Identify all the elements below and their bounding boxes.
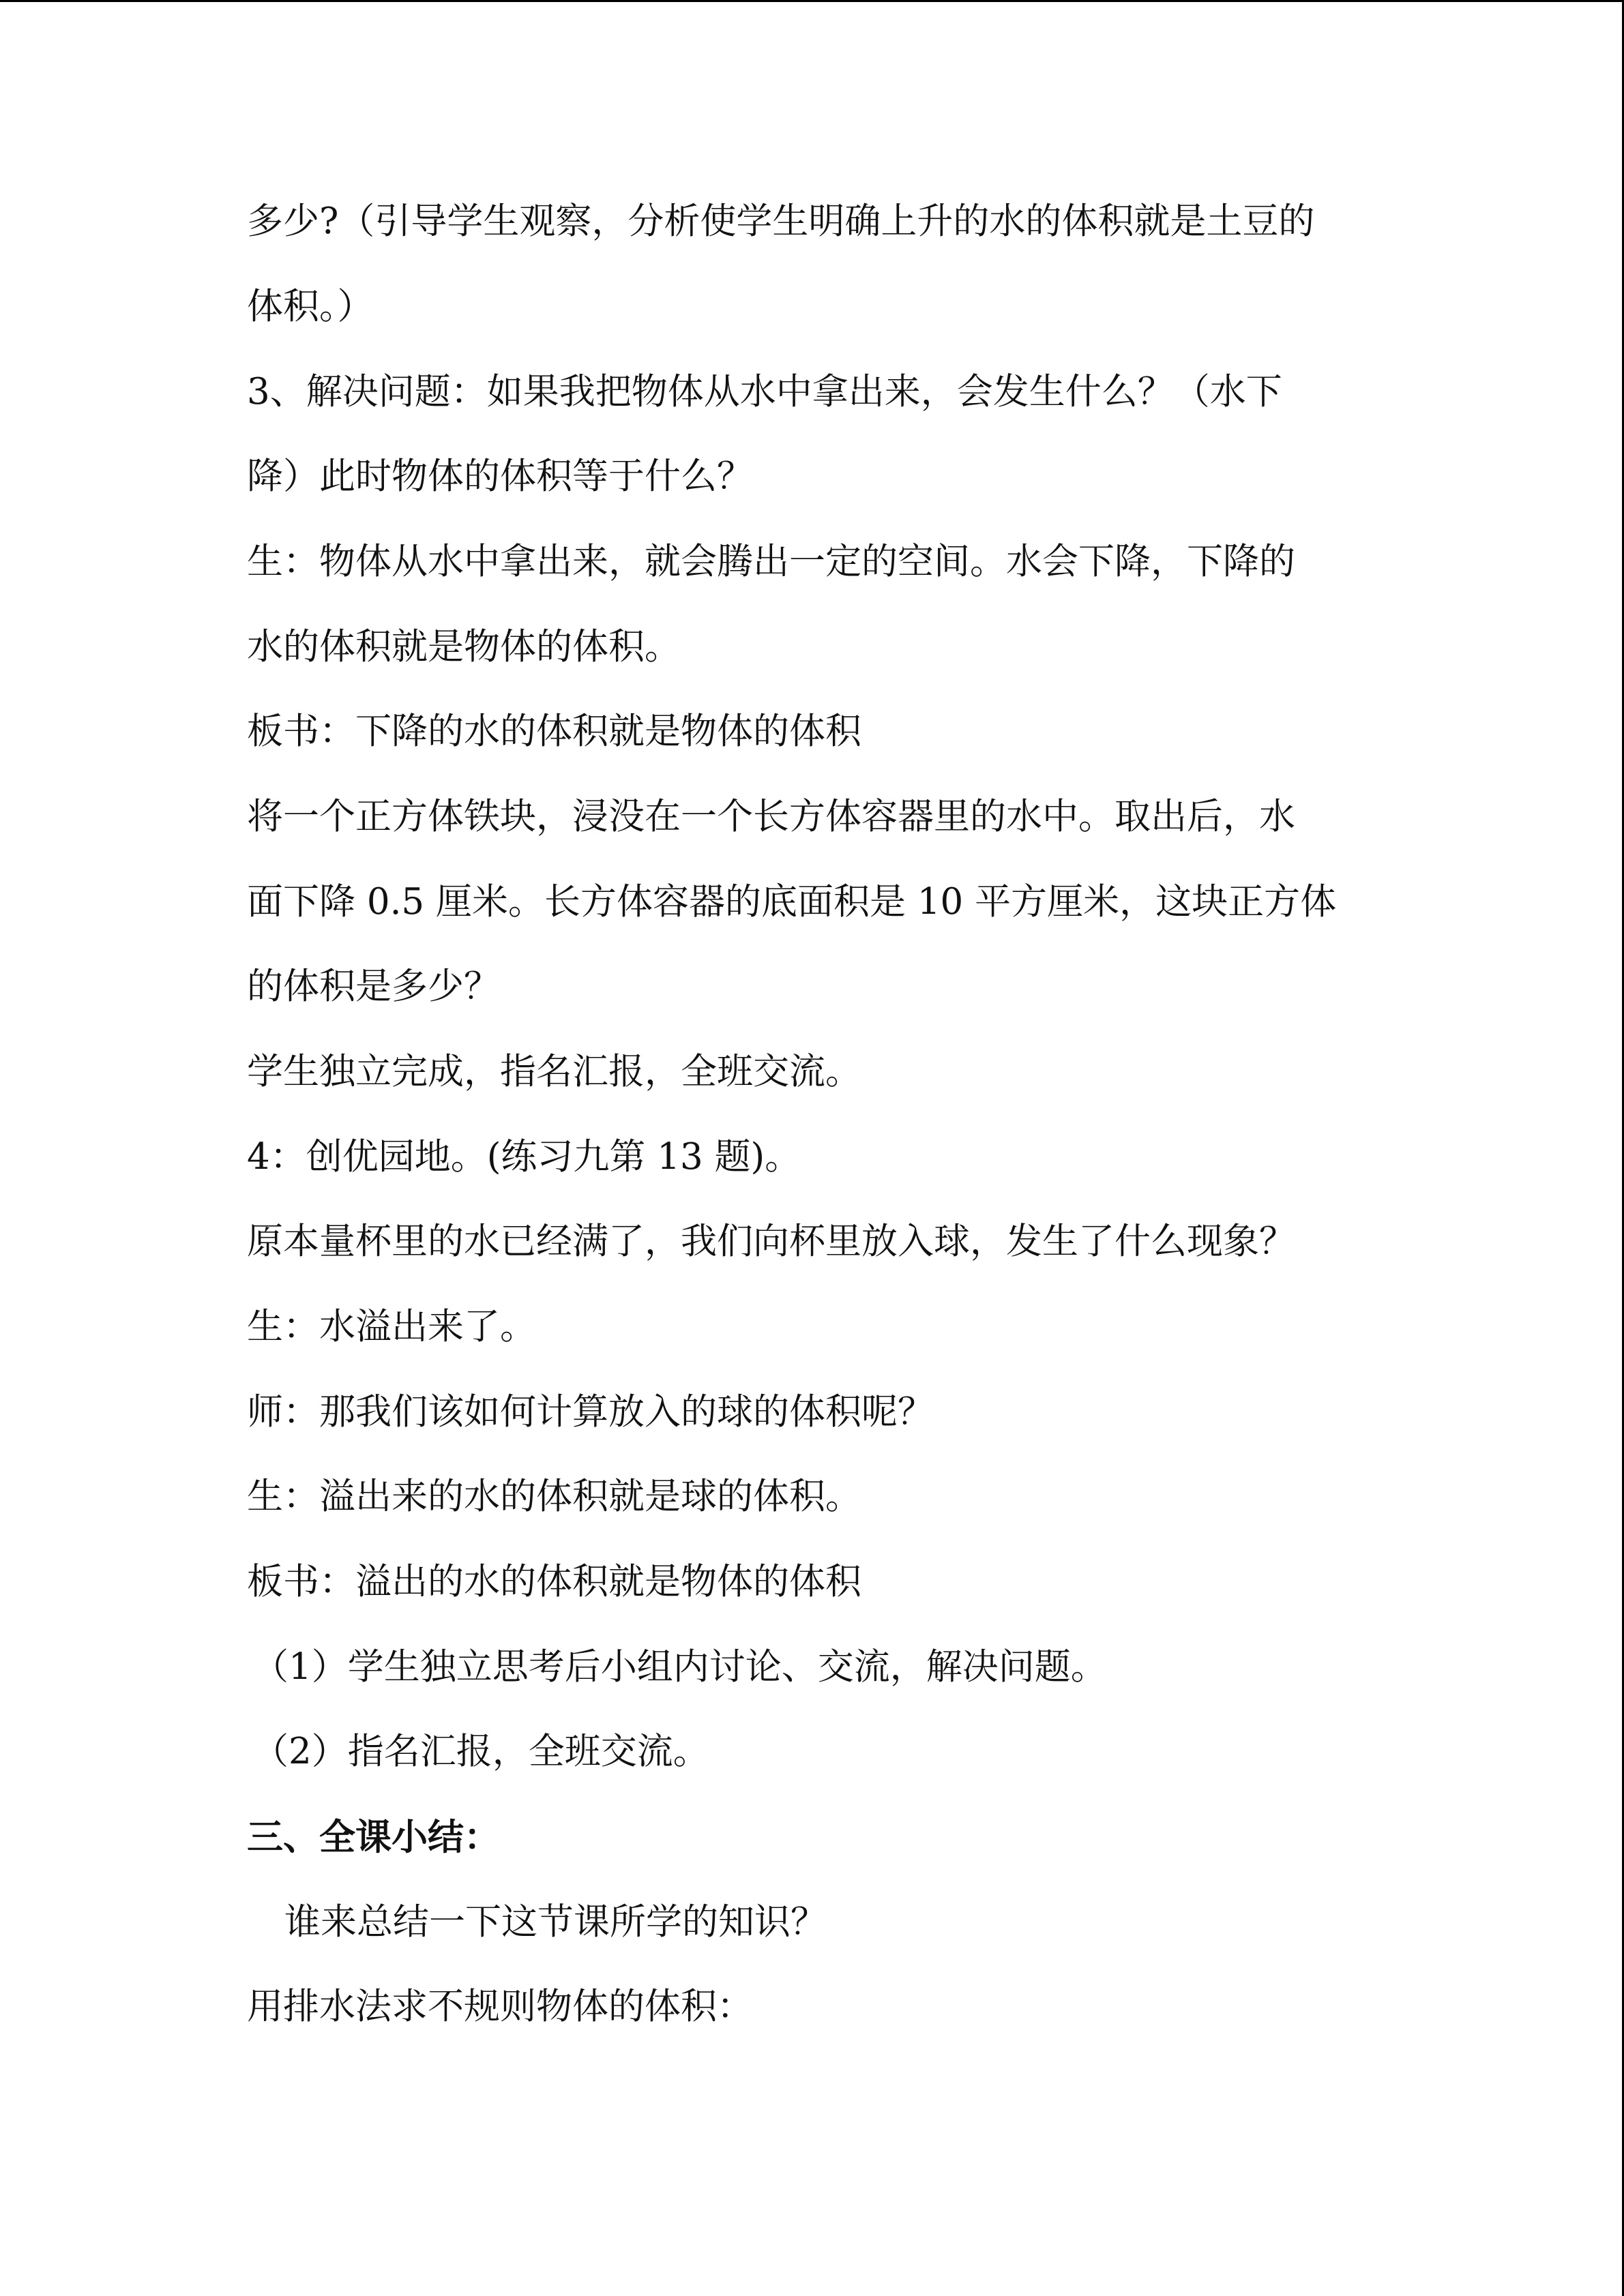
text-line: 体积。）: [247, 286, 374, 327]
text-line: 的体积是多少？: [247, 966, 500, 1007]
text-line: 4：创优园地。(练习九第 13 题)。: [247, 1136, 801, 1178]
text-line: 生：溢出来的水的体积就是球的体积。: [247, 1476, 861, 1517]
text-line: 用排水法求不规则物体的体积：: [247, 1986, 753, 2027]
section-heading: 三、全课小结：: [247, 1816, 500, 1858]
text-line: 生：水溢出来了。: [247, 1306, 536, 1347]
text-line: 降）此时物体的体积等于什么？: [247, 456, 753, 497]
text-line: （2）指名汇报，全班交流。: [252, 1731, 709, 1772]
text-line: 板书：下降的水的体积就是物体的体积: [247, 711, 861, 752]
text-line: 水的体积就是物体的体积。: [247, 626, 681, 668]
text-line: 原本量杯里的水已经满了，我们向杯里放入球，发生了什么现象？: [247, 1221, 1295, 1262]
text-line: 师：那我们该如何计算放入的球的体积呢？: [247, 1391, 934, 1433]
text-line: 面下降 0.5 厘米。长方体容器的底面积是 10 平方厘米，这块正方体: [247, 881, 1337, 923]
text-line: 板书：溢出的水的体积就是物体的体积: [247, 1561, 861, 1602]
text-line: 将一个正方体铁块，浸没在一个长方体容器里的水中。取出后，水: [247, 796, 1295, 837]
top-border-line: [0, 0, 1624, 2]
text-line: 生：物体从水中拿出来，就会腾出一定的空间。水会下降，下降的: [247, 541, 1295, 582]
text-line: 学生独立完成，指名汇报，全班交流。: [247, 1051, 861, 1092]
text-line: 3、解决问题：如果我把物体从水中拿出来，会发生什么？（水下: [247, 371, 1282, 413]
text-line: （1）学生独立思考后小组内讨论、交流，解决问题。: [252, 1646, 1107, 1688]
text-line: 谁来总结一下这节课所学的知识？: [284, 1901, 827, 1943]
text-line: 多少?（引导学生观察，分析使学生明确上升的水的体积就是土豆的: [247, 200, 1315, 242]
